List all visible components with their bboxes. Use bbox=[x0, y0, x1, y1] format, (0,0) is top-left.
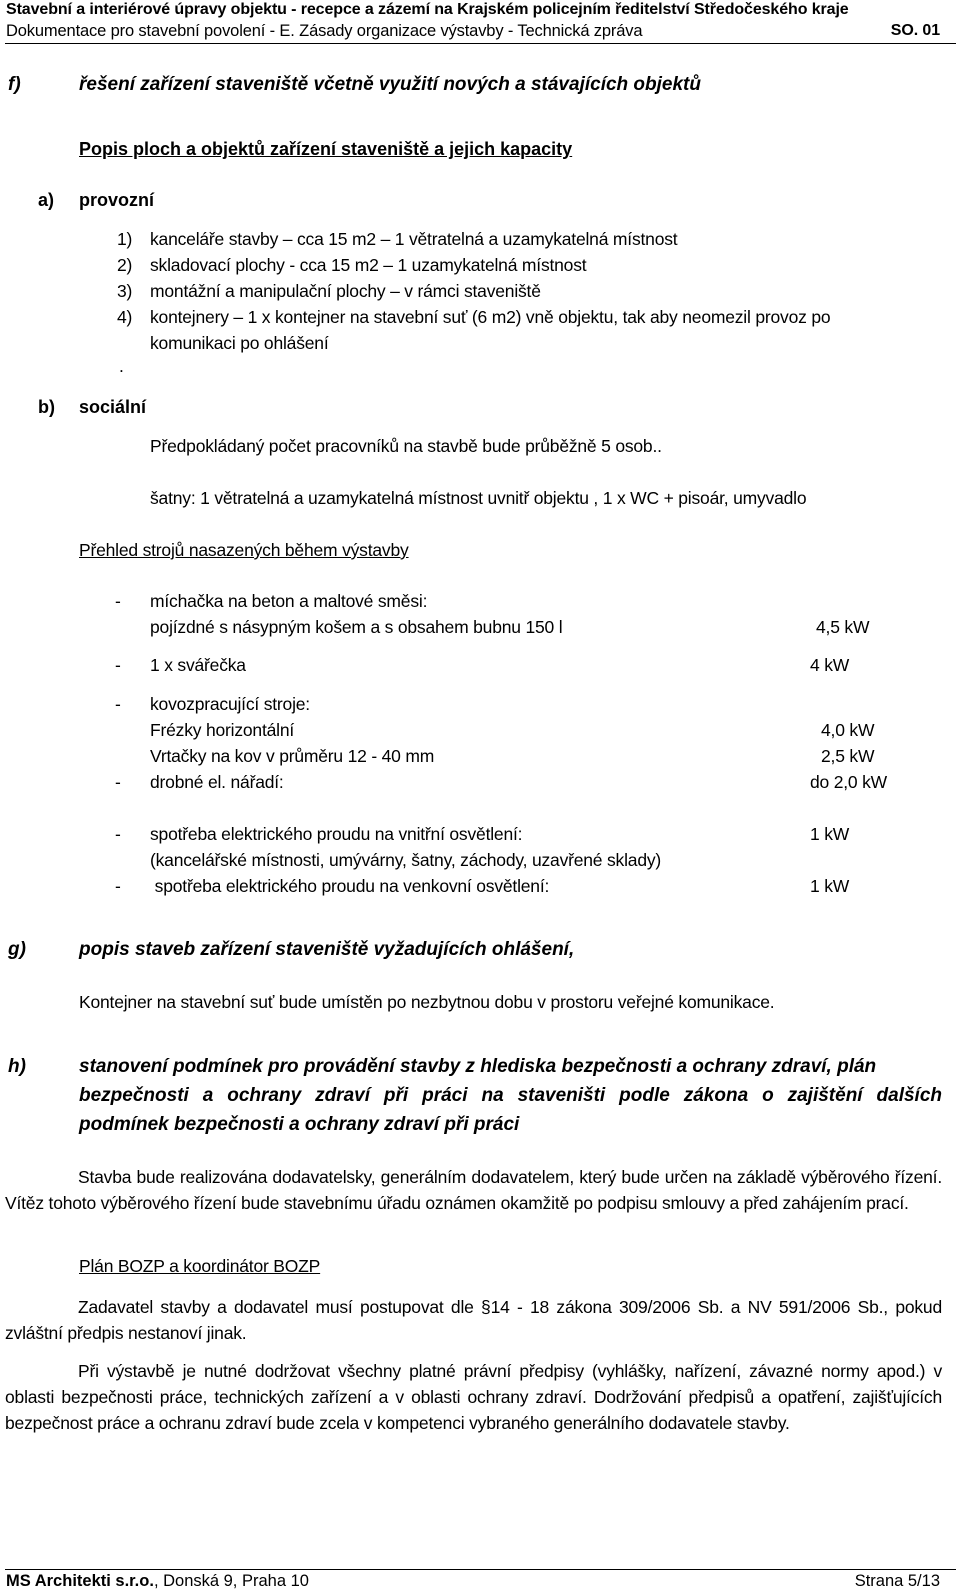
footer-company: MS Architekti s.r.o. bbox=[6, 1572, 154, 1590]
machine-item: kovozpracující stroje: bbox=[150, 694, 310, 714]
section-h-paragraph-2: Zadavatel stavby a dodavatel musí postupovat dle §14 - 18 zákona 309/2006 Sb. a NV 591/2006 Sb., pokud zvláštní předpis nestanoví jinak. bbox=[5, 1297, 942, 1343]
footer-page-number: Strana 5/13 bbox=[854, 1572, 940, 1590]
list-item-number: 4) bbox=[117, 307, 133, 327]
machine-dash: - bbox=[115, 591, 121, 611]
subsection-a-title: provozní bbox=[79, 190, 154, 210]
subsection-b-title: sociální bbox=[79, 397, 147, 417]
machine-power: 4,5 kW bbox=[816, 617, 870, 637]
section-f-title: řešení zařízení staveniště včetně využití nových a stávajících objektů bbox=[79, 74, 701, 95]
stray-dot: . bbox=[119, 356, 124, 376]
bozp-heading: Plán BOZP a koordinátor BOZP bbox=[79, 1256, 321, 1276]
section-f-subtitle: Popis ploch a objektů zařízení staveniště a jejich kapacity bbox=[79, 139, 573, 159]
header-rule bbox=[5, 43, 956, 44]
footer-left bbox=[6, 1572, 309, 1591]
list-item: skladovací plochy - cca 15 m2 – 1 uzamykatelná místnost bbox=[150, 255, 587, 275]
list-item: kontejnery – 1 x kontejner na stavební suť (6 m2) vně objektu, tak aby neomezil provoz po bbox=[150, 307, 831, 327]
machine-item: míchačka na beton a maltové směsi: bbox=[150, 591, 428, 611]
section-g-title: popis staveb zařízení staveniště vyžadujících ohlášení, bbox=[79, 939, 575, 960]
machine-dash: - bbox=[115, 824, 121, 844]
machine-item: drobné el. nářadí: bbox=[150, 772, 284, 792]
header-title: Stavební a interiérové úpravy objektu - recepce a zázemí na Krajském policejním ředitelství Středočeského kraje bbox=[6, 1, 849, 18]
section-g-text: Kontejner na stavební suť bude umístěn po nezbytnou dobu v prostoru veřejné komunikace. bbox=[79, 992, 775, 1012]
machine-item: 1 x svářečka bbox=[150, 655, 246, 675]
machine-item: Frézky horizontální bbox=[150, 720, 295, 740]
section-h-title-line: bezpečnosti a ochrany zdraví při práci na staveništi podle zákona o zajištění dalších bbox=[79, 1085, 942, 1106]
section-h-title-line: podmínek bezpečnosti a ochrany zdraví při práci bbox=[79, 1114, 520, 1135]
list-item-number: 3) bbox=[117, 281, 133, 301]
machine-power: 1 kW bbox=[810, 876, 850, 896]
machine-power: 4,0 kW bbox=[821, 720, 875, 740]
machine-dash: - bbox=[115, 655, 121, 675]
machine-dash: - bbox=[115, 772, 121, 792]
list-item-number: 1) bbox=[117, 229, 133, 249]
machine-power: 1 kW bbox=[810, 824, 850, 844]
list-item: montážní a manipulační plochy – v rámci staveniště bbox=[150, 281, 541, 301]
section-f-letter: f) bbox=[8, 74, 21, 95]
machine-item: spotřeba elektrického proudu na vnitřní osvětlení: bbox=[150, 824, 523, 844]
section-g-letter: g) bbox=[8, 939, 26, 960]
footer-address: , Donská 9, Praha 10 bbox=[153, 1572, 309, 1590]
workers-count-text: Předpokládaný počet pracovníků na stavbě bude průběžně 5 osob.. bbox=[150, 436, 662, 456]
machine-item: spotřeba elektrického proudu na venkovní osvětlení: bbox=[150, 876, 550, 896]
subsection-a-label: a) bbox=[38, 190, 55, 210]
header-subtitle: Dokumentace pro stavební povolení - E. Zásady organizace výstavby - Technická zpráva bbox=[6, 22, 643, 40]
footer-rule bbox=[5, 1569, 956, 1570]
machine-item: (kancelářské místnosti, umývárny, šatny, záchody, uzavřené sklady) bbox=[150, 850, 662, 870]
subsection-b-label: b) bbox=[38, 397, 55, 417]
header-code: SO. 01 bbox=[890, 22, 940, 39]
list-item: kanceláře stavby – cca 15 m2 – 1 větratelná a uzamykatelná místnost bbox=[150, 229, 678, 249]
section-h-paragraph-3: Při výstavbě je nutné dodržovat všechny platné právní předpisy (vyhlášky, nařízení, závazné normy apod.) v oblasti bezpečnosti práce, technických zařízení a v oblasti ochrany zdraví. Dodržování předpisů a opatření, zajišťujících bezpečnost práce a ochranu zdraví bude zcela v kompetenci vybraného generálního dodavatele stavby. bbox=[5, 1361, 942, 1433]
list-item-continuation: komunikaci po ohlášení bbox=[150, 333, 329, 353]
machine-power: 4 kW bbox=[810, 655, 850, 675]
machine-power: 2,5 kW bbox=[821, 746, 875, 766]
list-item-number: 2) bbox=[117, 255, 133, 275]
machine-dash: - bbox=[115, 876, 121, 896]
changing-rooms-text: šatny: 1 větratelná a uzamykatelná místnost uvnitř objektu , 1 x WC + pisoár, umyvadlo bbox=[150, 488, 807, 508]
machine-item: Vrtačky na kov v průměru 12 - 40 mm bbox=[150, 746, 435, 766]
machine-power: do 2,0 kW bbox=[810, 772, 887, 792]
section-h-title-line: stanovení podmínek pro provádění stavby z hlediska bezpečnosti a ochrany zdraví, plán bbox=[79, 1056, 877, 1077]
machines-heading: Přehled strojů nasazených během výstavby bbox=[79, 540, 409, 560]
machine-item: pojízdné s násypným košem a s obsahem bubnu 150 l bbox=[150, 617, 563, 637]
section-h-letter: h) bbox=[8, 1056, 26, 1077]
machine-dash: - bbox=[115, 694, 121, 714]
section-h-paragraph-1: Stavba bude realizována dodavatelsky, generálním dodavatelem, který bude určen na základě výběrového řízení. Vítěz tohoto výběrového řízení bude stavebnímu úřadu oznámen okamžitě po podpisu smlouvy a před zahájením prací. bbox=[5, 1167, 942, 1213]
